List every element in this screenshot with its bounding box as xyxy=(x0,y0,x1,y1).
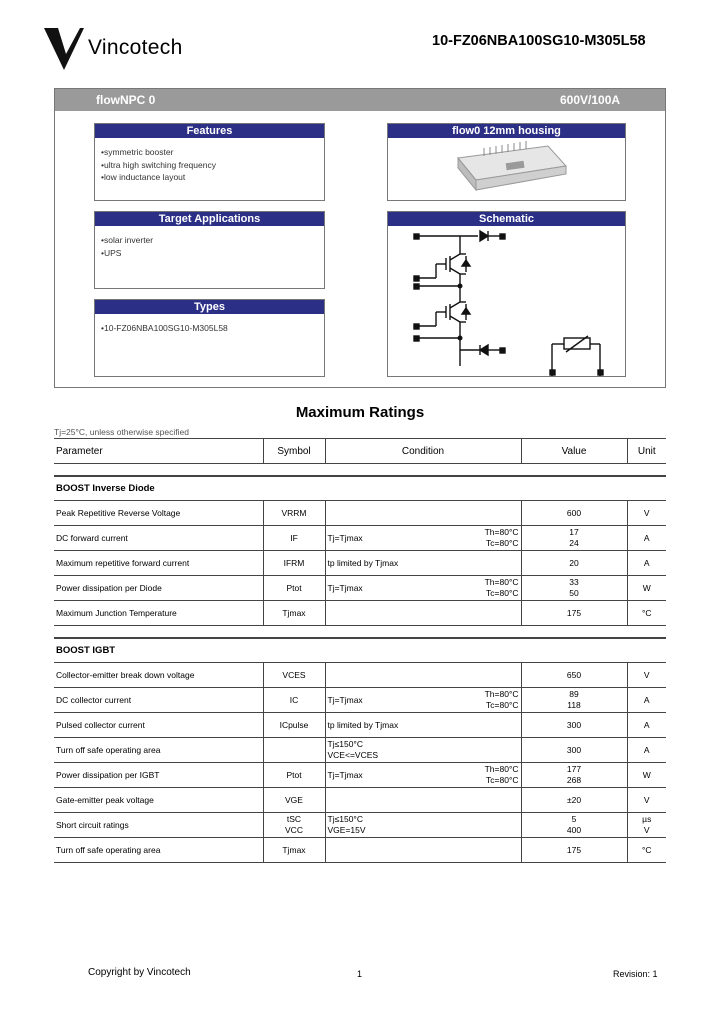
value-cell xyxy=(521,601,627,626)
symbol-cell xyxy=(263,713,325,738)
condition-left xyxy=(328,583,363,594)
schematic-title: Schematic xyxy=(388,212,625,226)
value-text: 5 xyxy=(571,814,577,824)
types-box xyxy=(94,299,325,377)
condition-temp: Tc=80°C xyxy=(486,538,519,548)
symbol-text: VCC xyxy=(285,825,303,835)
value-cell xyxy=(521,576,627,601)
value-text: 175 xyxy=(566,607,582,618)
symbol-cell xyxy=(263,688,325,713)
condition-text: tp limited by Tjmax xyxy=(327,557,399,568)
table-row xyxy=(54,688,666,713)
symbol-text: tSC xyxy=(286,814,302,824)
features-title: Features xyxy=(95,124,324,138)
unit-text: A xyxy=(643,532,650,543)
parameter-cell: DC collector current xyxy=(54,688,263,713)
value-cell xyxy=(521,526,627,551)
condition-temp: Th=80°C xyxy=(484,577,519,587)
condition-cell xyxy=(325,601,521,626)
condition-wrap xyxy=(328,577,519,599)
unit-cell xyxy=(627,713,666,738)
value-text: 300 xyxy=(566,744,582,755)
symbol-text: IF xyxy=(290,532,298,543)
symbol-text: Tjmax xyxy=(282,844,306,855)
value-text: 20 xyxy=(569,557,579,568)
section-name: BOOST IGBT xyxy=(54,638,666,663)
symbol-cell xyxy=(263,526,325,551)
unit-text: V xyxy=(643,794,650,805)
value-cell xyxy=(521,688,627,713)
table-row xyxy=(54,663,666,688)
table-row xyxy=(54,713,666,738)
table-header-row xyxy=(54,439,666,464)
maximum-ratings-title: Maximum Ratings xyxy=(295,404,425,421)
column-header-parameter: Parameter xyxy=(54,439,263,464)
module-housing-image xyxy=(388,138,625,200)
condition-cell xyxy=(325,551,521,576)
condition-text: Tj≤150°C xyxy=(327,814,363,824)
unit-cell xyxy=(627,501,666,526)
page-number: 1 xyxy=(357,969,363,979)
condition-right xyxy=(485,764,519,786)
table-row xyxy=(54,763,666,788)
parameter-cell: Turn off safe operating area xyxy=(54,738,263,763)
copyright: Copyright by Vincotech xyxy=(88,967,191,978)
condition-text: VCE<=VCES xyxy=(327,750,379,760)
condition-text: VGE=15V xyxy=(327,825,366,835)
value-cell xyxy=(521,551,627,576)
housing-box xyxy=(387,123,626,201)
types-title: Types xyxy=(95,300,324,314)
table-row xyxy=(54,501,666,526)
feature-item: • low inductance layout xyxy=(101,171,324,184)
value-text: 300 xyxy=(566,719,582,730)
value-cell xyxy=(521,713,627,738)
condition-cell xyxy=(325,763,521,788)
symbol-cell xyxy=(263,501,325,526)
unit-cell xyxy=(627,688,666,713)
symbol-cell xyxy=(263,663,325,688)
table-row xyxy=(54,788,666,813)
unit-text: W xyxy=(642,769,651,780)
parameter-cell: Short circuit ratings xyxy=(54,813,263,838)
value-text: 17 xyxy=(569,527,579,537)
condition-left xyxy=(328,770,363,781)
table-section-row xyxy=(54,476,666,501)
maximum-ratings-table xyxy=(54,438,666,863)
table-row xyxy=(54,576,666,601)
unit-cell xyxy=(627,838,666,863)
unit-text: A xyxy=(643,744,650,755)
value-text: ±20 xyxy=(566,794,582,805)
condition-text: tp limited by Tjmax xyxy=(327,719,399,730)
unit-cell xyxy=(627,813,666,838)
condition-left xyxy=(328,814,366,836)
condition-text: Tj=Tjmax xyxy=(327,532,363,543)
features-box xyxy=(94,123,325,201)
value-text: 33 xyxy=(569,577,579,587)
symbol-text: VGE xyxy=(285,794,303,805)
symbol-cell xyxy=(263,838,325,863)
parameter-cell: Turn off safe operating area xyxy=(54,838,263,863)
symbol-text: Tjmax xyxy=(282,607,306,618)
unit-cell xyxy=(627,526,666,551)
condition-cell xyxy=(325,713,521,738)
symbol-text: VCES xyxy=(282,669,306,680)
condition-text: Tj≤150°C xyxy=(327,739,363,749)
value-text: 118 xyxy=(567,700,581,710)
table-row xyxy=(54,813,666,838)
parameter-cell: Maximum Junction Temperature xyxy=(54,601,263,626)
condition-left xyxy=(328,695,363,706)
value-text: 600 xyxy=(566,507,582,518)
condition-wrap xyxy=(328,764,519,786)
condition-temp: Tc=80°C xyxy=(486,775,519,785)
condition-text: Tj=Tjmax xyxy=(327,582,363,593)
product-rating: 600V/100A xyxy=(560,93,621,107)
symbol-text: Ptot xyxy=(286,582,302,593)
symbol-cell xyxy=(263,813,325,838)
value-text: 650 xyxy=(566,669,582,680)
condition-wrap xyxy=(328,739,519,761)
value-cell xyxy=(521,788,627,813)
condition-cell xyxy=(325,738,521,763)
feature-item: • symmetric booster xyxy=(101,146,324,159)
unit-cell xyxy=(627,763,666,788)
brand-name: Vincotech xyxy=(88,36,183,59)
condition-temp: Th=80°C xyxy=(484,527,519,537)
column-header-condition: Condition xyxy=(325,439,521,464)
table-row xyxy=(54,601,666,626)
gap-cell xyxy=(54,464,666,476)
symbol-text: Ptot xyxy=(286,769,302,780)
application-item: • UPS xyxy=(101,247,324,260)
unit-cell xyxy=(627,663,666,688)
housing-title: flow0 12mm housing xyxy=(388,124,625,138)
condition-text: Tj=Tjmax xyxy=(327,694,363,705)
unit-text: °C xyxy=(641,607,652,618)
value-cell xyxy=(521,838,627,863)
unit-text: A xyxy=(643,557,650,568)
condition-left xyxy=(328,739,379,761)
condition-text: Tj=Tjmax xyxy=(327,769,363,780)
parameter-cell: Power dissipation per Diode xyxy=(54,576,263,601)
unit-cell xyxy=(627,551,666,576)
value-text: 175 xyxy=(566,844,582,855)
symbol-cell xyxy=(263,763,325,788)
ratings-note: Tj=25°C, unless otherwise specified xyxy=(54,427,189,437)
table-gap-row xyxy=(54,464,666,476)
gap-cell xyxy=(54,626,666,638)
parameter-cell: DC forward current xyxy=(54,526,263,551)
value-text: 400 xyxy=(566,825,582,835)
unit-cell xyxy=(627,738,666,763)
table-row xyxy=(54,838,666,863)
unit-text: °C xyxy=(641,844,652,855)
unit-text: A xyxy=(643,694,650,705)
column-header-value: Value xyxy=(521,439,627,464)
value-cell xyxy=(521,501,627,526)
condition-wrap xyxy=(328,720,519,731)
unit-text: V xyxy=(643,825,650,835)
parameter-cell: Peak Repetitive Reverse Voltage xyxy=(54,501,263,526)
value-cell xyxy=(521,738,627,763)
symbol-cell xyxy=(263,738,325,763)
condition-wrap xyxy=(328,558,519,569)
parameter-cell: Gate-emitter peak voltage xyxy=(54,788,263,813)
applications-title: Target Applications xyxy=(95,212,324,226)
condition-cell xyxy=(325,526,521,551)
condition-wrap xyxy=(328,814,519,836)
condition-right xyxy=(485,689,519,711)
condition-temp: Th=80°C xyxy=(484,764,519,774)
symbol-text: IFRM xyxy=(283,557,305,568)
column-header-symbol: Symbol xyxy=(263,439,325,464)
schematic-box xyxy=(387,211,626,377)
condition-left xyxy=(328,720,399,731)
condition-cell xyxy=(325,838,521,863)
condition-temp: Th=80°C xyxy=(484,689,519,699)
value-cell xyxy=(521,763,627,788)
condition-cell xyxy=(325,501,521,526)
unit-text: µs xyxy=(642,814,652,824)
type-item: • 10-FZ06NBA100SG10-M305L58 xyxy=(101,322,324,335)
condition-right xyxy=(485,577,519,599)
symbol-text: VRRM xyxy=(281,507,307,518)
condition-temp: Tc=80°C xyxy=(486,700,519,710)
application-item: • solar inverter xyxy=(101,234,324,247)
symbol-cell xyxy=(263,551,325,576)
value-text: 177 xyxy=(566,764,582,774)
condition-cell xyxy=(325,576,521,601)
condition-cell xyxy=(325,663,521,688)
value-text: 89 xyxy=(569,689,579,699)
condition-cell xyxy=(325,788,521,813)
table-row xyxy=(54,526,666,551)
parameter-cell: Collector-emitter break down voltage xyxy=(54,663,263,688)
condition-cell xyxy=(325,813,521,838)
table-gap-row xyxy=(54,626,666,638)
condition-wrap xyxy=(328,689,519,711)
section-name: BOOST Inverse Diode xyxy=(54,476,666,501)
parameter-cell: Power dissipation per IGBT xyxy=(54,763,263,788)
part-number: 10-FZ06NBA100SG10-M305L58 xyxy=(432,33,646,49)
symbol-cell xyxy=(263,601,325,626)
target-applications-box xyxy=(94,211,325,289)
value-cell xyxy=(521,813,627,838)
parameter-cell: Maximum repetitive forward current xyxy=(54,551,263,576)
value-cell xyxy=(521,663,627,688)
unit-text: W xyxy=(642,582,651,593)
value-text: 50 xyxy=(569,588,579,598)
unit-text: A xyxy=(643,719,650,730)
product-family: flowNPC 0 xyxy=(96,93,156,107)
unit-cell xyxy=(627,576,666,601)
unit-text: V xyxy=(643,507,650,518)
symbol-text: ICpulse xyxy=(279,719,309,730)
unit-cell xyxy=(627,788,666,813)
revision: Revision: 1 xyxy=(613,969,658,979)
symbol-cell xyxy=(263,788,325,813)
condition-wrap xyxy=(328,527,519,549)
condition-right xyxy=(485,527,519,549)
condition-left xyxy=(328,533,363,544)
value-text: 24 xyxy=(569,538,579,548)
column-header-unit: Unit xyxy=(627,439,666,464)
feature-item: • ultra high switching frequency xyxy=(101,159,324,172)
table-row xyxy=(54,738,666,763)
parameter-cell: Pulsed collector current xyxy=(54,713,263,738)
condition-left xyxy=(328,558,399,569)
schematic-diagram xyxy=(388,226,625,376)
table-section-row xyxy=(54,638,666,663)
symbol-text: IC xyxy=(289,694,299,705)
unit-cell xyxy=(627,601,666,626)
condition-cell xyxy=(325,688,521,713)
value-text: 268 xyxy=(566,775,582,785)
unit-text: V xyxy=(643,669,650,680)
table-row xyxy=(54,551,666,576)
condition-temp: Tc=80°C xyxy=(486,588,519,598)
symbol-cell xyxy=(263,576,325,601)
